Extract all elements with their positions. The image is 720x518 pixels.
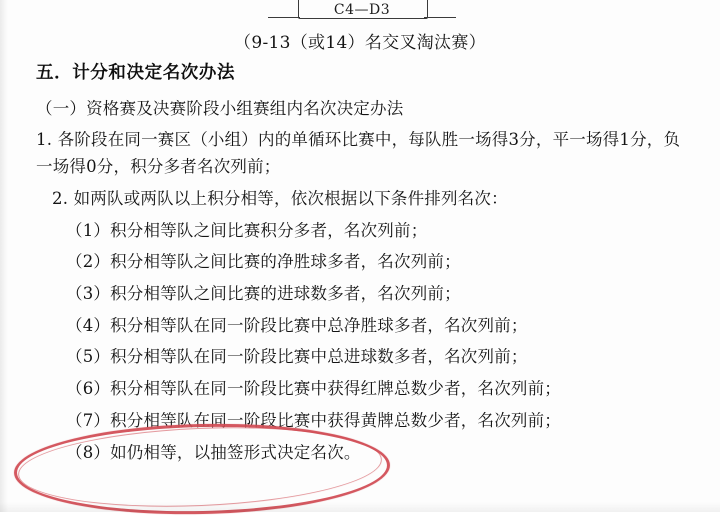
paragraph-tiebreak-intro: 2. 如两队或两队以上积分相等，依次根据以下条件排列名次： xyxy=(52,188,508,208)
bracket-diagram-fragment xyxy=(0,0,720,56)
criterion-item-2: （2）积分相等队之间比赛的净胜球多者，名次列前； xyxy=(66,252,461,272)
paragraph-scoring-rule: 1. 各阶段在同一赛区（小组）内的单循环比赛中，每队胜一场得3分，平一场得1分，负一场得0分，积分多者名次列前； xyxy=(36,130,681,177)
criterion-item-7: （7）积分相等队在同一阶段比赛中获得黄牌总数少者，名次列前； xyxy=(66,410,561,430)
criterion-item-6: （6）积分相等队在同一阶段比赛中获得红牌总数少者，名次列前； xyxy=(66,379,561,399)
criterion-item-5: （5）积分相等队在同一阶段比赛中总进球数多者，名次列前； xyxy=(66,347,528,367)
criterion-item-3: （3）积分相等队之间比赛的进球数多者，名次列前； xyxy=(66,283,461,303)
bracket-line-right xyxy=(424,17,456,18)
page-edge-shadow-left xyxy=(0,0,8,512)
criterion-item-8: （8）如仍相等，以抽签形式决定名次。 xyxy=(66,442,361,462)
section-subheading: （一）资格赛及决赛阶段小组赛组内名次决定办法 xyxy=(36,98,404,118)
bracket-line-left xyxy=(268,17,300,18)
bracket-box-label: C4—D3 xyxy=(333,2,391,18)
diagram-caption: （9-13（或14）名交叉淘汰赛） xyxy=(234,33,486,53)
page-edge-shadow-bottom xyxy=(0,502,720,512)
section-heading: 五．计分和决定名次办法 xyxy=(36,63,236,83)
criterion-item-4: （4）积分相等队在同一阶段比赛中总净胜球多者，名次列前； xyxy=(66,315,528,335)
document-body xyxy=(36,62,696,471)
criterion-item-1: （1）积分相等队之间比赛积分多者，名次列前； xyxy=(66,220,428,240)
